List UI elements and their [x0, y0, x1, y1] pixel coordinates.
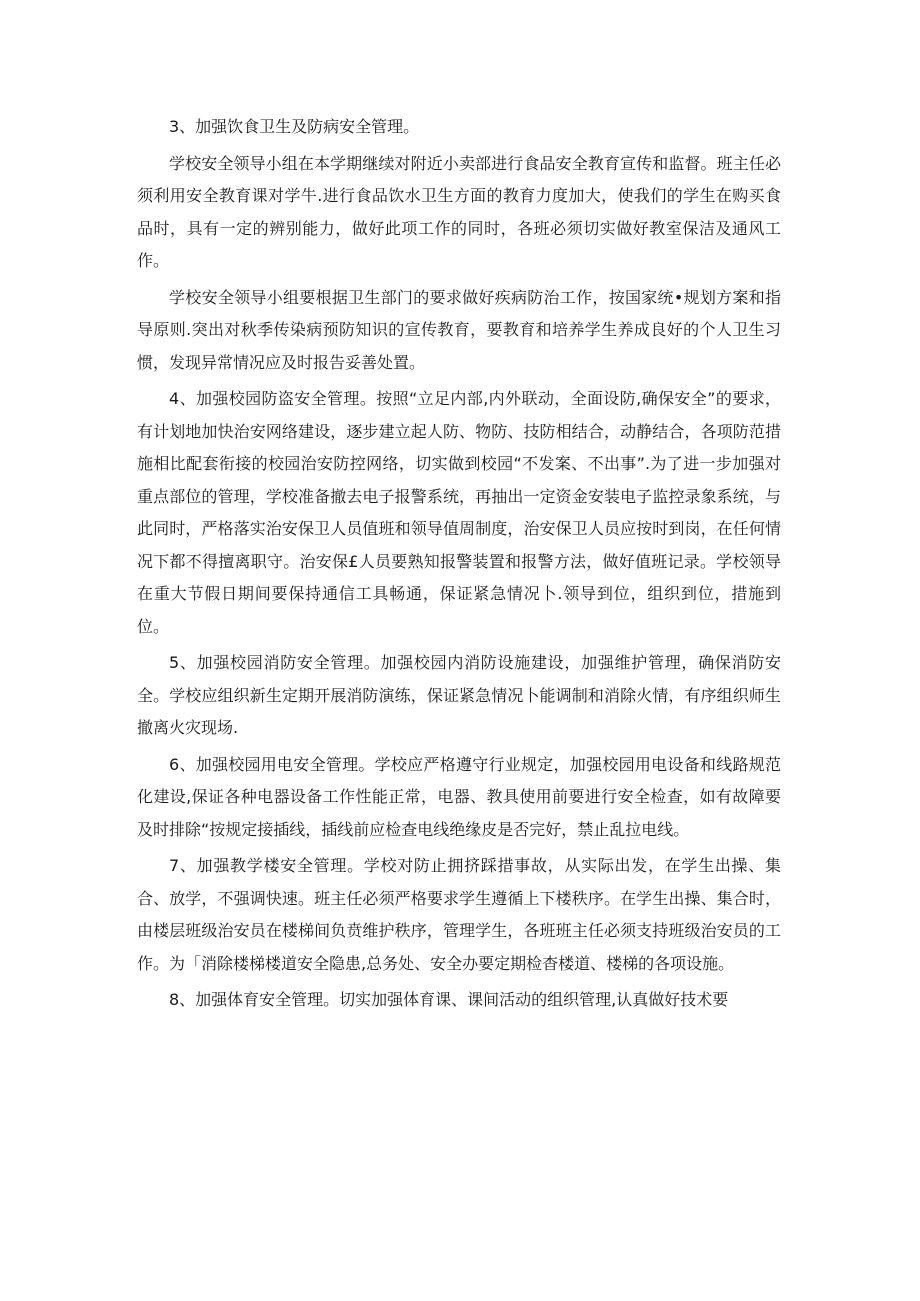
- paragraph-item-5: 5、加强校园消防安全管理。加强校园内消防设施建设，加强维护管理，确保消防安全。学校应组织新生定期开展消防演练，保证紧急情况卜能调制和消除火情，有序组织师生撤离火灾现场.: [137, 653, 781, 737]
- paragraph-item-8: 8、加强体育安全管理。切实加强体育课、课间活动的组织管理,认真做好技术要: [169, 990, 729, 1009]
- paragraph-item-7: 7、加强教学楼安全管理。学校对防止拥挤踩措事故，从实际出发，在学生出操、集合、放学，不强调快速。班主任必须严格要求学生遵循上下楼秩序。在学生出操、集合时，由楼层班级治安员在楼梯间负贲维护秩序，管理学生，各班班主任必须支持班级治安员的工作。为「消除楼梯楼道安全隐患,总务处、安全办要定期检杳楼道、楼梯的各项设施。: [137, 856, 781, 973]
- paragraph: 学校安全领导小组要根据卫生部门的要求做好疾病防治工作，按国家统•规划方案和指导原则.突出对秋季传染病预防知识的宣传教育，要教育和培养学生养成良好的个人卫生习惯，发现异常情况应及时报告妥善处置。: [137, 287, 781, 372]
- paragraph-heading-3: 3、加强饮食卫生及防病安全管理。: [169, 117, 420, 136]
- paragraph-item-4: 4、加强校园防盗安全管理。按照“立足内部,内外联动，全面设防,确保安全”的要求，有计划地加快治安网络建设，逐步建立起人防、物防、技防相结合，动静结合，各项防范措施相比配套衔接的校园治安防控网络，切实做到校园“不发案、不出事”.为了进一步加强对重点部位的管理，学校准备撤去电子报警系统，再抽出一定资金安装电子监控录象系统，与此同时，严格落实治安保卫人员值班和领导值周制度，治安保卫人员应按时到岗，在任何情况下都不得擅离职守。治安保£人员要熟知报警装置和报警方法，做好值班记录。学校领导在重大节假日期间要保持通信工具畅通，保证紧急情况卜.领导到位，组织到位，措施到位。: [137, 389, 781, 636]
- paragraph-item-6: 6、加强校园用电安全管理。学校应严格遵守行业规定，加强校园用电设备和线路规范化建设,保证各种电器设备工作性能正常，电器、教具使用前要进行安全检查，如有故障要及时排除“按规定接插线，插线前应检查电线绝缘皮是否完好，禁止乱拉电线。: [137, 754, 781, 839]
- paragraph: 学校安全领导小组在本学期继续对附近小卖部进行食品安全教育宣传和监督。班主任必须利用安全教育课对学牛.进行食品饮水卫生方面的教育力度加大，使我们的学生在购买食品时，具有一定的辨别能力，做好此项工作的同时，各班必须切实做好教室保洁及通风工作。: [137, 153, 781, 270]
- document-body: [137, 111, 781, 1021]
